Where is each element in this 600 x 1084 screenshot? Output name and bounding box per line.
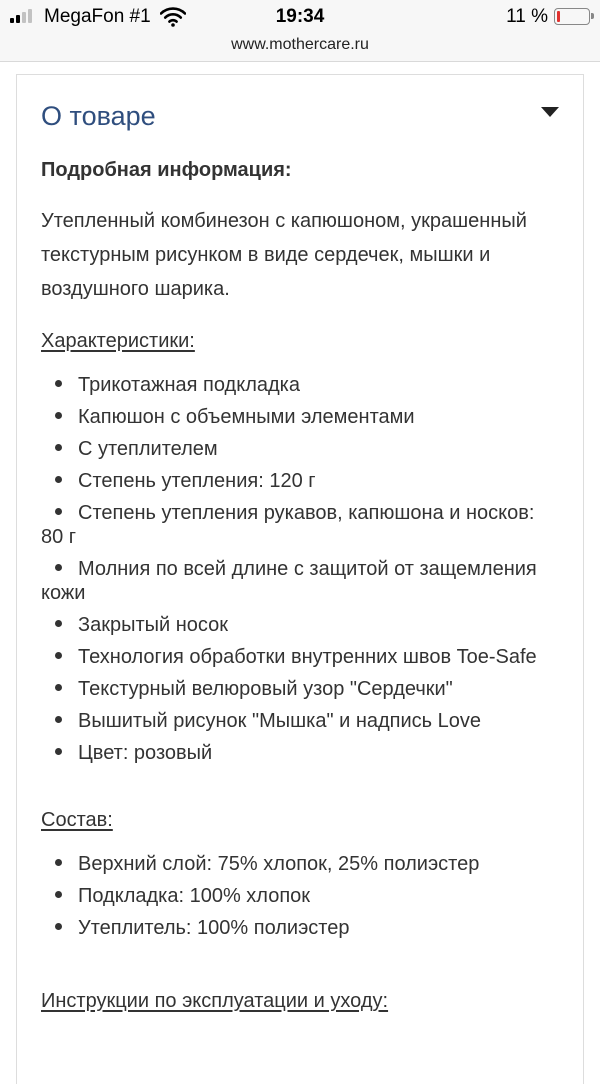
- list-item: Подкладка: 100% хлопок: [41, 884, 561, 908]
- composition-list: [41, 852, 561, 940]
- list-item: Верхний слой: 75% хлопок, 25% полиэстер: [41, 852, 561, 876]
- bullet-icon: [55, 620, 62, 627]
- list-item: Технология обработки внутренних швов Toe-Safe: [41, 645, 561, 669]
- bullet-icon: [55, 412, 62, 419]
- accordion-content: [41, 157, 561, 1014]
- bullet-icon: [55, 652, 62, 659]
- list-item: Закрытый носок: [41, 613, 561, 637]
- battery-icon: [554, 8, 590, 25]
- carrier-name: MegaFon #1: [44, 6, 151, 27]
- list-item: Капюшон с объемными элементами: [41, 405, 561, 429]
- caret-down-icon[interactable]: [541, 107, 559, 117]
- list-item: Степень утепления: 120 г: [41, 469, 561, 493]
- battery-level: [557, 11, 560, 22]
- features-list: [41, 373, 561, 765]
- bullet-icon: [55, 891, 62, 898]
- list-item: Степень утепления рукавов, капюшона и носков: 80 г: [41, 502, 535, 548]
- accordion-title: О товаре: [41, 101, 156, 131]
- battery-percent: 11 %: [506, 6, 548, 27]
- list-item: Цвет: розовый: [41, 741, 561, 765]
- bullet-icon: [55, 716, 62, 723]
- address-bar[interactable]: www.mothercare.ru: [0, 32, 600, 62]
- product-details-panel: [16, 74, 584, 1084]
- bullet-icon: [55, 508, 62, 515]
- status-bar: [0, 0, 600, 32]
- features-heading: Характеристики:: [41, 330, 195, 352]
- list-item: С утеплителем: [41, 437, 561, 461]
- bullet-icon: [55, 380, 62, 387]
- bullet-icon: [55, 923, 62, 930]
- list-item: Вышитый рисунок "Мышка" и надпись Love: [41, 709, 561, 733]
- about-product-accordion-header[interactable]: [17, 75, 583, 159]
- bullet-icon: [55, 444, 62, 451]
- product-description: Утепленный комбинезон с капюшоном, украшенный текстурным рисунком в виде сердечек, мышки и воздушного шарика.: [41, 210, 527, 300]
- list-item: Молния по всей длине с защитой от защемления кожи: [41, 558, 537, 604]
- list-item: Трикотажная подкладка: [41, 373, 561, 397]
- bullet-icon: [55, 748, 62, 755]
- composition-heading: Состав:: [41, 809, 113, 831]
- clock: 19:34: [275, 6, 325, 27]
- bullet-icon: [55, 476, 62, 483]
- bullet-icon: [55, 859, 62, 866]
- care-instructions-heading: Инструкции по эксплуатации и уходу:: [41, 990, 389, 1012]
- details-heading: Подробная информация:: [41, 159, 292, 181]
- bullet-icon: [55, 684, 62, 691]
- list-item: Утеплитель: 100% полиэстер: [41, 916, 561, 940]
- list-item: Текстурный велюровый узор "Сердечки": [41, 677, 561, 701]
- bullet-icon: [55, 564, 62, 571]
